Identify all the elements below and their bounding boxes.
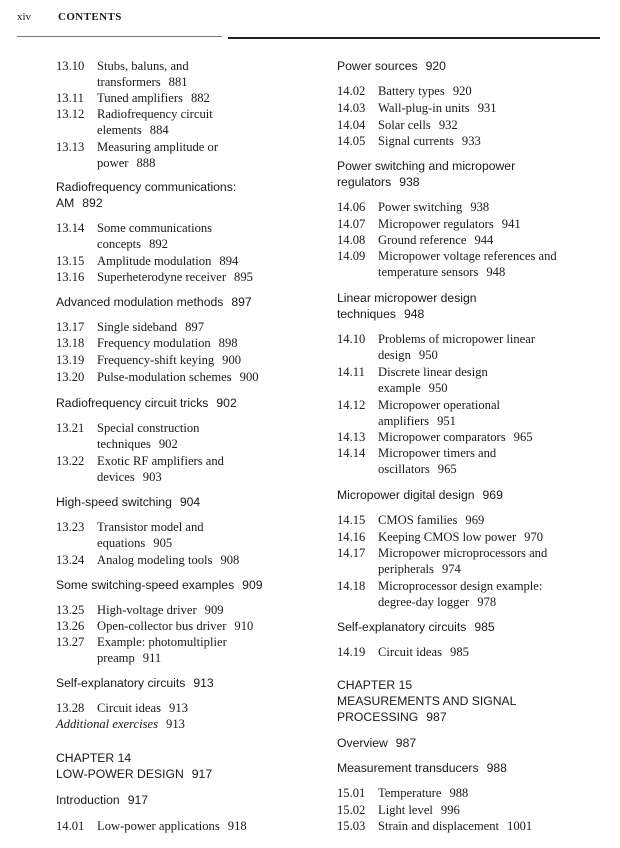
- toc-entry[interactable]: 13.17 Single sideband 897: [56, 320, 204, 334]
- section-heading[interactable]: High-speed switching 904: [56, 495, 201, 509]
- toc-entry[interactable]: 14.01 Low-power applications 918: [56, 819, 247, 833]
- toc-entry[interactable]: 13.19 Frequency-shift keying 900: [56, 353, 242, 367]
- toc-entry[interactable]: 13.28 Circuit ideas 913: [56, 701, 188, 715]
- toc-entry[interactable]: 13.15 Amplitude modulation 894: [56, 254, 239, 268]
- toc-entry[interactable]: 14.17 Micropower microprocessors and: [337, 546, 548, 560]
- toc-entry[interactable]: 14.13 Micropower comparators 965: [337, 430, 533, 444]
- toc-entry[interactable]: 13.20 Pulse-modulation schemes 900: [56, 370, 259, 384]
- header-rule-left: [17, 36, 222, 37]
- section-heading[interactable]: Linear micropower design: [337, 291, 477, 305]
- section-heading[interactable]: Self-explanatory circuits 913: [56, 676, 214, 690]
- toc-entry[interactable]: 13.26 Open-collector bus driver 910: [56, 619, 254, 633]
- toc-entry[interactable]: 14.15 CMOS families 969: [337, 513, 485, 527]
- toc-entry[interactable]: 14.03 Wall-plug-in units 931: [337, 101, 497, 115]
- toc-entry[interactable]: 14.10 Problems of micropower linear: [337, 332, 536, 346]
- toc-entry[interactable]: 14.12 Micropower operational: [337, 398, 501, 412]
- toc-entry-cont: concepts 892: [97, 237, 168, 251]
- toc-entry[interactable]: 14.06 Power switching 938: [337, 200, 490, 214]
- toc-entry[interactable]: 13.16 Superheterodyne receiver 895: [56, 270, 253, 284]
- toc-entry[interactable]: 14.07 Micropower regulators 941: [337, 217, 521, 231]
- toc-entry-cont: degree-day logger 978: [378, 595, 497, 609]
- toc-entry[interactable]: 13.22 Exotic RF amplifiers and: [56, 454, 224, 468]
- toc-entry[interactable]: 13.23 Transistor model and: [56, 520, 204, 534]
- toc-entry[interactable]: 14.14 Micropower timers and: [337, 446, 497, 460]
- section-heading[interactable]: Introduction 917: [56, 793, 149, 807]
- section-heading-cont: techniques 948: [337, 307, 425, 321]
- toc-entry[interactable]: 14.19 Circuit ideas 985: [337, 645, 469, 659]
- toc-entry[interactable]: 13.12 Radiofrequency circuit: [56, 107, 213, 121]
- toc-entry[interactable]: 13.10 Stubs, baluns, and: [56, 59, 189, 73]
- toc-entry[interactable]: 15.01 Temperature 988: [337, 786, 469, 800]
- section-heading[interactable]: Advanced modulation methods 897: [56, 295, 252, 309]
- toc-entry[interactable]: 13.24 Analog modeling tools 908: [56, 553, 240, 567]
- toc-entry-cont: amplifiers 951: [378, 414, 456, 428]
- toc-entry-cont: techniques 902: [97, 437, 178, 451]
- section-heading-cont: regulators 938: [337, 175, 420, 189]
- toc-entry[interactable]: 14.02 Battery types 920: [337, 84, 472, 98]
- page-number: xiv: [17, 11, 32, 23]
- section-heading[interactable]: Radiofrequency circuit tricks 902: [56, 396, 237, 410]
- toc-entry-cont: preamp 911: [97, 651, 162, 665]
- section-heading[interactable]: Power switching and micropower: [337, 159, 516, 173]
- toc-entry[interactable]: 14.18 Microprocessor design example:: [337, 579, 543, 593]
- toc-entry-cont: equations 905: [97, 536, 173, 550]
- chapter-title[interactable]: MEASUREMENTS AND SIGNAL: [337, 694, 517, 708]
- toc-entry-cont: devices 903: [97, 470, 162, 484]
- section-heading[interactable]: Some switching-speed examples 909: [56, 578, 263, 592]
- toc-entry-cont: example 950: [378, 381, 448, 395]
- chapter-label: CHAPTER 15: [337, 678, 413, 692]
- toc-entry-cont: design 950: [378, 348, 438, 362]
- toc-entry[interactable]: 13.25 High-voltage driver 909: [56, 603, 224, 617]
- section-heading[interactable]: Power sources 920: [337, 59, 446, 73]
- toc-entry[interactable]: 14.05 Signal currents 933: [337, 134, 481, 148]
- toc-entry[interactable]: 14.09 Micropower voltage references and: [337, 249, 557, 263]
- toc-entry-cont: elements 884: [97, 123, 169, 137]
- toc-entry[interactable]: 15.02 Light level 996: [337, 803, 460, 817]
- section-heading[interactable]: Radiofrequency communications:: [56, 180, 237, 194]
- header-rule-right: [228, 37, 600, 39]
- section-heading-cont: AM 892: [56, 196, 103, 210]
- toc-entry[interactable]: 13.13 Measuring amplitude or: [56, 140, 219, 154]
- running-head: CONTENTS: [58, 11, 122, 23]
- toc-entry-cont: oscillators 965: [378, 462, 457, 476]
- toc-entry[interactable]: 13.11 Tuned amplifiers 882: [56, 91, 210, 105]
- toc-entry-cont: peripherals 974: [378, 562, 461, 576]
- toc-entry[interactable]: 13.14 Some communications: [56, 221, 213, 235]
- section-heading[interactable]: Overview 987: [337, 736, 417, 750]
- section-heading[interactable]: Micropower digital design 969: [337, 488, 503, 502]
- chapter-title-cont: PROCESSING 987: [337, 710, 447, 724]
- toc-entry[interactable]: 13.27 Example: photomultiplier: [56, 635, 227, 649]
- toc-entry-cont: power 888: [97, 156, 156, 170]
- toc-entry[interactable]: 15.03 Strain and displacement 1001: [337, 819, 533, 833]
- section-heading[interactable]: Self-explanatory circuits 985: [337, 620, 495, 634]
- chapter-title[interactable]: LOW-POWER DESIGN 917: [56, 767, 213, 781]
- toc-entry-exercises[interactable]: Additional exercises 913: [56, 717, 185, 731]
- toc-entry[interactable]: 14.16 Keeping CMOS low power 970: [337, 530, 544, 544]
- toc-entry[interactable]: 14.08 Ground reference 944: [337, 233, 494, 247]
- toc-entry[interactable]: 13.18 Frequency modulation 898: [56, 336, 238, 350]
- toc-entry-cont: temperature sensors 948: [378, 265, 506, 279]
- chapter-label: CHAPTER 14: [56, 751, 132, 765]
- section-heading[interactable]: Measurement transducers 988: [337, 761, 507, 775]
- toc-entry[interactable]: 13.21 Special construction: [56, 421, 200, 435]
- toc-entry[interactable]: 14.11 Discrete linear design: [337, 365, 488, 379]
- toc-entry-cont: transformers 881: [97, 75, 188, 89]
- toc-entry[interactable]: 14.04 Solar cells 932: [337, 118, 458, 132]
